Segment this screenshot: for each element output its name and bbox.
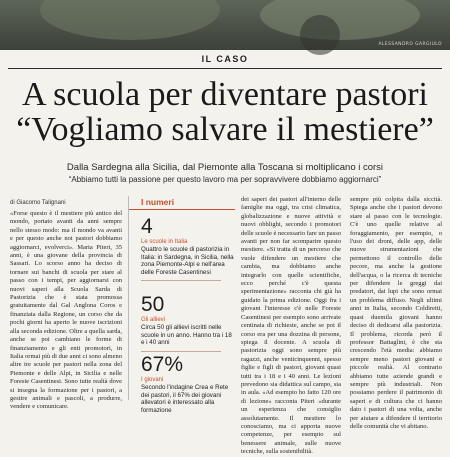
stat-divider [141,280,221,281]
photo-credit: ALESSANDRO GARGIULO [378,42,442,47]
photo-landscape-shape [300,15,340,55]
stat-label: Gli allievi [141,317,166,323]
stat-number: 50 [141,293,165,316]
article-text: «Forse questo è il mestiere più antico del mondo, portato avanti da anni sempre nello stesso modo: ma il mondo va avanti e per questo anche noi pastori dobbiamo aggiornarci, evolverci». Marta Piteri, 35 anni, è una giovane della provincia di Sassari. Lo scorso anno ha deciso di tornare sui banchi di scuola per stare al passo con i tempi, per aggiornarsi con nuovi saperi alla Scuola Sarda di Pastorizia che è stata promossa gratuitamente dal Gal Anglona Coros e finanziata dalla Regione, un corso che da pochi giorni ha aperto le nuove iscrizioni alla seconda edizione. Oltre a quella sarda, anche se poi cambiano le forme di finanziamento e gli enti promotori, in Italia ormai più di due anni ci sono almeno altre tre scuole per pastori nella zona del Piemonte e delle Alpi, in Sicilia e nelle Foreste Casentinesi. Sono tutte realtà dove si insegna la formazione per i pastori, a gestire animali e pascoli, a produrre, vendere e comunicare. [10,210,122,411]
stat-number: 67% [141,353,184,376]
numbers-box [129,196,235,414]
stat-description: Circa 50 gli allievi iscritti nelle scuole in un anno. Hanno tra i 18 e i 40 anni [141,324,232,347]
article-column-4 [350,196,442,430]
photo-landscape-shape [40,0,220,40]
stat-label: Le scuole in Italia [141,239,188,245]
stat-item [141,354,235,414]
article-text: dei saperi dei pastori all'interno delle famiglie ma oggi, tra crisi climatica, globalizzazione e nuove attività e nuovi obblighi, secondo i promotori delle scuole è necessario fare un passo avanti per non far scomparire questo mestiere. «Si tratta di un percorso che vuole difendere un mestiere che cambia, ma dobbiamo anche integrarlo con quelle scientifiche, ecco perché c'è questa sperimentazione» racconta chi già ha guidato la prima edizione. Oggi fra i giovani l'interesse c'è nelle Foreste Casentinesi per esempio sono arrivate centinaia di richieste, anche se poi il corso era per una dozzina di persone, spiega il docente. A scuola di pastorizia oggi sono sempre più ragazzi, anche venticinquenni, spesso figlie e figli di pastori, giovani quasi tutti tra i 18 e i 40 anni. Le lezioni prevedono sia didattica sul campo, sia in aula. «Ad esempio ho fatto 120 ore di lezione» racconta Piteri «durante un esperienza che consiglio assolutamente. Il mestiere lo conosciamo, ma ci apporta nuove competenze, per esempio sul benessere animale, sulle nuove tecniche, sulla sostenibilità. [241,196,341,456]
stat-label: I giovani [141,377,164,383]
numbers-box-rule [129,209,235,210]
article-text: sempre più colpita dalla siccità. Spiega anche che i pastori devono stare al passo con le tecnologie. C'è uno quelle relative al foraggiamento, per esempio, o l'uso dei droni, delle app, delle nuove strumentazioni che permettono il controllo delle pecore, ma anche la gestione dell'acqua, o la ricerca di tecniche per difendere le greggi dai predatori, dai lupi che sono ormai un problema diffuso. Negli ultimi anni in Italia, secondo Coldiretti, quasi duemila giovani hanno deciso di dedicarsi alla pastorizia. Il problema, ricorda però il professor Battaglini, è che sta crescendo l'età media: abbiamo sempre meno pastori giovani e piccole realtà. Al contrario abbiamo tutte aziende grandi e sempre più industriali. Non possiamo perdere il patrimonio di saperi e di cultura che ci hanno dato i pastori di una volta, anche per aiutare a difendere il territorio delle comunità che vi abitano. [350,196,442,430]
stat-number: 4 [141,215,153,238]
stat-item [141,294,235,352]
article-column-1 [10,210,122,411]
headline-line-2: “Vogliamo salvare il mestiere” [16,111,434,148]
headline-line-1: A scuola per diventare pastori [22,76,428,113]
section-label: IL CASO [201,54,249,64]
stat-item [141,216,235,281]
subhead-line-1: Dalla Sardegna alla Sicilia, dal Piemonte alla Toscana si moltiplicano i corsi [66,162,384,173]
numbers-box-title: I numeri [141,197,175,207]
byline: di Giacomo Talignani [10,200,66,206]
photo-landscape-shape [260,0,420,40]
stat-divider [141,351,221,352]
subhead-line-2: “Abbiamo tutti la passione per questo lavoro ma per sopravvivere dobbiamo aggiornarci” [68,175,382,184]
section-rule [8,68,442,69]
stat-description: Secondo l'indagine Crea e Rete dei pastori, il 67% dei giovani allevatori è interessato alla formazione [141,384,229,414]
article-column-3 [241,196,341,456]
header-photo [0,0,450,50]
stat-description: Quattro le scuole di pastorizia in Italia: in Sardegna, in Sicilia, nella zona Piemonte-Alpi e nell'area delle Foreste Casentinesi [141,246,234,276]
